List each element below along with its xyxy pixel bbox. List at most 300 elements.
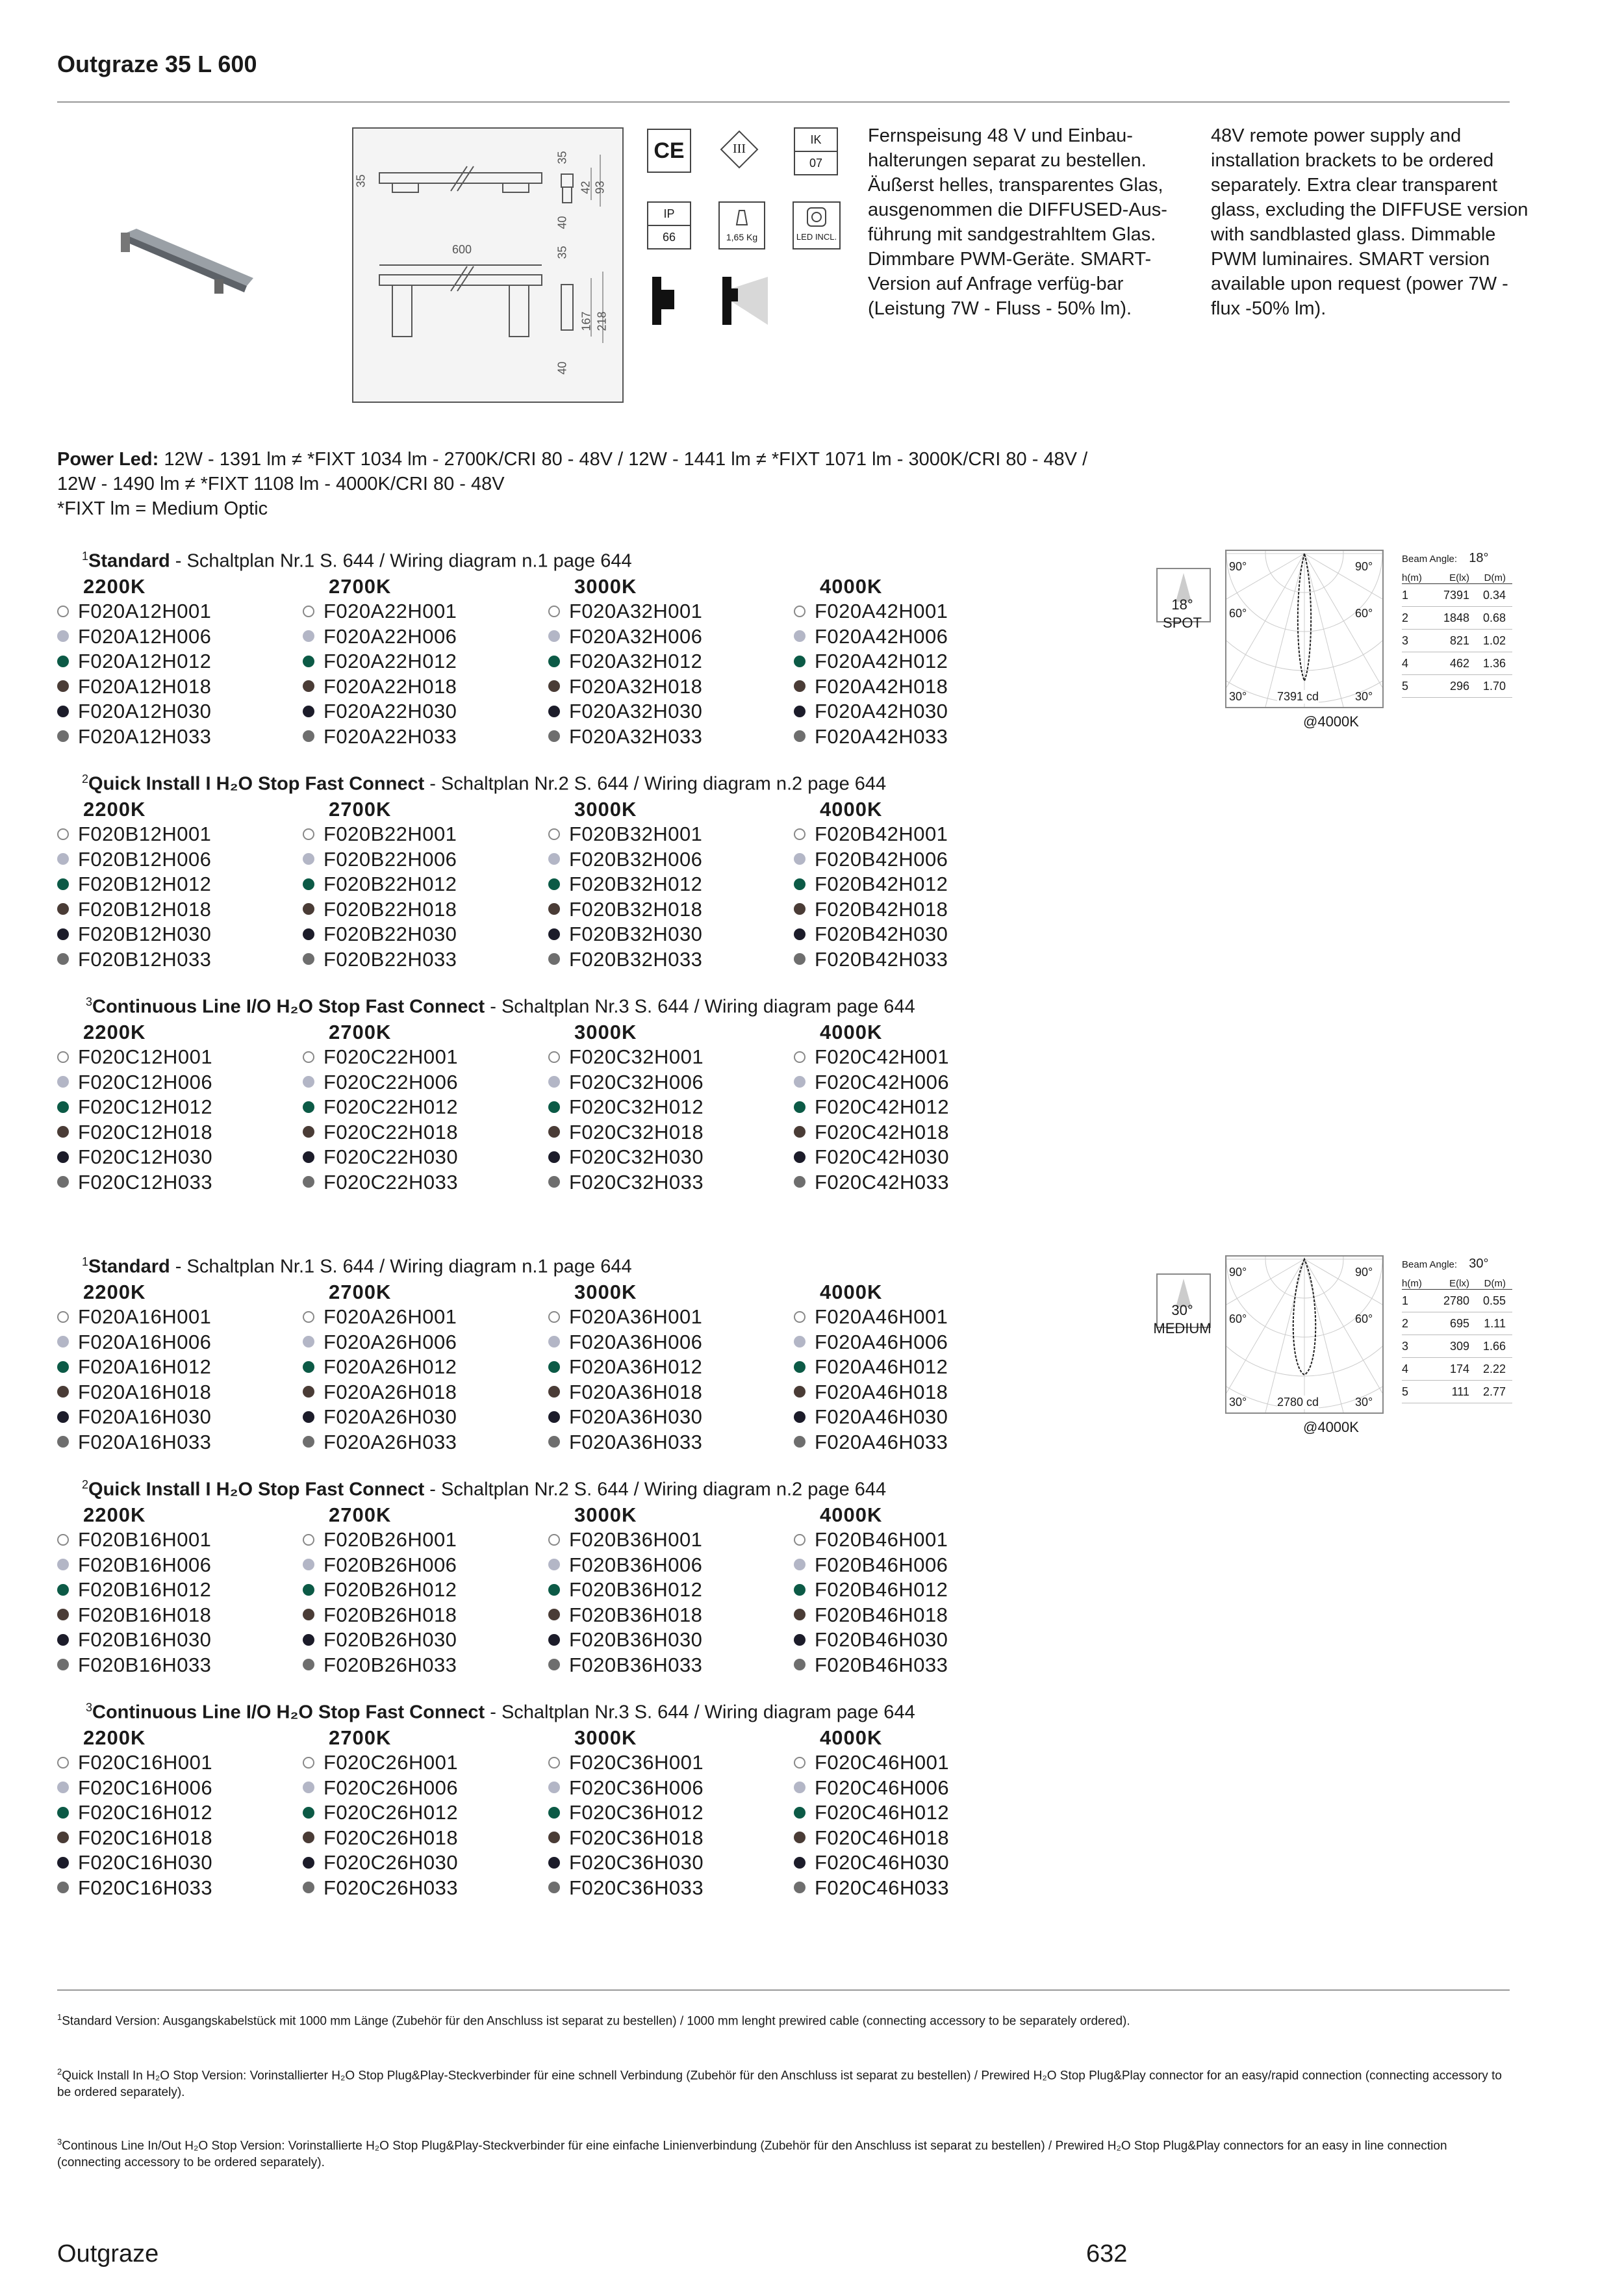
illuminance-cell: 695	[1449, 1317, 1469, 1330]
product-code-text: F020B42H001	[815, 823, 948, 845]
footnote	[57, 2009, 1506, 2030]
product-code	[548, 1145, 794, 1170]
finish-color-swatch	[57, 656, 69, 667]
finish-color-swatch	[57, 1534, 69, 1546]
product-code	[548, 1578, 794, 1603]
product-code	[548, 822, 794, 847]
column-header: h(m)	[1402, 1278, 1422, 1289]
product-code	[303, 1850, 548, 1876]
finish-color-swatch	[57, 1176, 69, 1188]
table-row	[1402, 630, 1512, 652]
product-code-text: F020C16H030	[78, 1851, 213, 1874]
height-cell: 3	[1402, 634, 1409, 647]
finish-color-swatch	[548, 1101, 560, 1113]
finish-color-swatch	[57, 1411, 69, 1423]
finish-color-swatch	[57, 1101, 69, 1113]
product-code-text: F020C16H006	[78, 1776, 213, 1799]
code-table	[57, 1726, 1039, 1900]
dim-label: 35	[555, 246, 569, 259]
product-code	[794, 1750, 1039, 1776]
product-code-text: F020C36H018	[569, 1826, 704, 1849]
product-code	[548, 1305, 794, 1330]
color-temp-header: 3000K	[574, 1281, 637, 1303]
product-code-text: F020A36H006	[569, 1330, 703, 1353]
product-code-text: F020B36H001	[569, 1528, 703, 1551]
product-code	[303, 649, 548, 674]
product-code-text: F020C42H018	[815, 1120, 950, 1143]
product-code	[303, 947, 548, 973]
height-cell: 1	[1402, 589, 1409, 602]
product-code-text: F020B22H006	[324, 847, 457, 871]
product-code	[548, 699, 794, 724]
class3-icon: III	[718, 129, 760, 170]
height-cell: 5	[1402, 680, 1409, 693]
product-code-text: F020C32H006	[569, 1070, 704, 1093]
finish-color-swatch	[303, 953, 314, 965]
finish-color-swatch	[57, 606, 69, 617]
product-code	[57, 1850, 303, 1876]
finish-color-swatch	[303, 1534, 314, 1546]
beam-type-label: MEDIUM	[1153, 1320, 1212, 1336]
height-cell: 5	[1402, 1385, 1409, 1398]
product-code-text: F020A46H033	[815, 1430, 948, 1453]
color-temp-header: 2200K	[83, 575, 146, 598]
column-header: D(m)	[1484, 572, 1506, 583]
product-code	[794, 1045, 1039, 1070]
product-code	[794, 847, 1039, 873]
product-code	[57, 1430, 303, 1455]
product-code	[794, 947, 1039, 973]
product-code-text: F020B42H012	[815, 873, 948, 895]
polar-angle-label: 90°	[1355, 560, 1373, 573]
weight-icon: 1,65 Kg	[718, 201, 765, 249]
product-code	[57, 1603, 303, 1628]
product-code-text: F020B12H030	[78, 923, 212, 945]
ik-label: IK	[794, 127, 838, 152]
footnote	[57, 2063, 1506, 2101]
footnote	[57, 2134, 1506, 2171]
series-heading	[82, 1478, 886, 1501]
finish-color-swatch	[548, 1126, 560, 1138]
product-code	[303, 699, 548, 724]
product-code	[794, 1628, 1039, 1653]
product-code-text: F020B12H018	[78, 897, 212, 921]
product-code-text: F020B32H033	[569, 947, 703, 971]
finish-color-swatch	[57, 853, 69, 865]
product-code	[794, 1776, 1039, 1801]
product-code-text: F020B42H033	[815, 947, 948, 971]
polar-diagram	[1225, 1255, 1384, 1414]
series-heading	[82, 1255, 632, 1278]
color-temp-header: 2700K	[329, 1726, 392, 1749]
product-code	[303, 1145, 548, 1170]
column-header: h(m)	[1402, 572, 1422, 583]
color-temp-header: 4000K	[820, 1726, 883, 1749]
power-led-line: 12W - 1391 lm ≠ *FIXT 1034 lm - 2700K/CRI 80 - 48V / 12W - 1441 lm ≠ *FIXT 1071 lm - 3000K/CRI 80 - 48V /	[159, 449, 1088, 470]
color-temp-header: 3000K	[574, 1503, 637, 1526]
product-code	[548, 1170, 794, 1195]
diameter-cell: 2.77	[1482, 1385, 1506, 1398]
color-temp-header: 4000K	[820, 1281, 883, 1303]
ip-value: 66	[647, 225, 691, 249]
finish-color-swatch	[548, 1151, 560, 1163]
finish-color-swatch	[794, 1559, 806, 1570]
finish-color-swatch	[548, 1782, 560, 1793]
height-cell: 1	[1402, 1294, 1409, 1307]
product-code-text: F020C26H033	[324, 1876, 459, 1899]
product-code-text: F020A42H033	[815, 724, 948, 748]
product-code	[303, 724, 548, 750]
finish-color-swatch	[57, 1882, 69, 1893]
color-temp-header: 2700K	[329, 1281, 392, 1303]
product-code	[548, 1876, 794, 1901]
product-code	[794, 1800, 1039, 1826]
led-included-icon: LED INCL.	[793, 201, 841, 249]
series-name: Continuous Line I/O H₂O Stop Fast Connect	[92, 1702, 485, 1723]
table-row	[1402, 652, 1512, 675]
product-code	[303, 1095, 548, 1120]
page-number: 632	[1086, 2240, 1128, 2268]
finish-color-swatch	[794, 928, 806, 940]
product-code-text: F020C16H033	[78, 1876, 213, 1899]
product-code	[57, 1553, 303, 1578]
finish-color-swatch	[57, 1584, 69, 1596]
product-code	[794, 699, 1039, 724]
product-code	[57, 1045, 303, 1070]
product-code-text: F020C42H033	[815, 1170, 950, 1194]
finish-color-swatch	[303, 1361, 314, 1373]
product-code-text: F020C22H033	[324, 1170, 459, 1194]
product-code	[794, 599, 1039, 624]
product-code	[303, 1826, 548, 1851]
product-code-text: F020C32H030	[569, 1145, 704, 1168]
product-code	[57, 1826, 303, 1851]
product-code-text: F020A36H033	[569, 1430, 703, 1453]
table-header	[1402, 1278, 1512, 1290]
finish-color-swatch	[794, 1126, 806, 1138]
finish-color-swatch	[57, 1361, 69, 1373]
product-code	[303, 1355, 548, 1380]
product-code-text: F020C32H001	[569, 1045, 704, 1068]
product-code-text: F020B22H001	[324, 823, 457, 845]
beam-angle-value: 18°	[1469, 551, 1489, 565]
technical-drawing	[352, 127, 624, 403]
finish-color-swatch	[57, 1807, 69, 1819]
footer-divider	[57, 1989, 1510, 1991]
finish-color-swatch	[303, 1659, 314, 1670]
product-code-text: F020A12H018	[78, 674, 212, 698]
beam-angle-value: 30°	[1469, 1257, 1489, 1271]
finish-color-swatch	[548, 928, 560, 940]
product-code	[548, 1095, 794, 1120]
finish-color-swatch	[548, 1584, 560, 1596]
footnote-number: 3	[57, 2137, 62, 2147]
finish-color-swatch	[303, 1882, 314, 1893]
product-code	[303, 624, 548, 650]
product-code	[57, 1380, 303, 1405]
product-code-text: F020B36H006	[569, 1553, 703, 1576]
finish-color-swatch	[548, 1807, 560, 1819]
product-code-text: F020A12H006	[78, 624, 212, 648]
color-temp-header: 3000K	[574, 575, 637, 598]
product-code-text: F020B26H033	[324, 1653, 457, 1676]
code-table	[57, 574, 1039, 749]
product-code-text: F020B36H018	[569, 1603, 703, 1626]
product-code	[794, 1603, 1039, 1628]
product-code-text: F020A32H018	[569, 674, 703, 698]
product-code-text: F020B16H030	[78, 1628, 212, 1651]
series-wiring: - Schaltplan Nr.3 S. 644 / Wiring diagram page 644	[485, 1702, 915, 1723]
finish-color-swatch	[794, 878, 806, 890]
product-code	[303, 1305, 548, 1330]
product-code-text: F020A42H018	[815, 674, 948, 698]
color-temp-header: 2200K	[83, 1021, 146, 1043]
product-code-text: F020B46H030	[815, 1628, 948, 1651]
footnote-ref: 2	[82, 1478, 89, 1491]
product-code-text: F020A22H018	[324, 674, 457, 698]
product-code	[57, 649, 303, 674]
finish-color-swatch	[303, 828, 314, 840]
product-code-text: F020B16H006	[78, 1553, 212, 1576]
product-code	[548, 649, 794, 674]
product-code	[548, 1628, 794, 1653]
product-code-text: F020A36H018	[569, 1380, 703, 1403]
product-code	[794, 1145, 1039, 1170]
product-code-text: F020A46H018	[815, 1380, 948, 1403]
product-code	[548, 947, 794, 973]
product-code-text: F020C26H030	[324, 1851, 459, 1874]
product-code	[57, 1653, 303, 1678]
product-code-text: F020C12H012	[78, 1095, 213, 1118]
product-code-text: F020A46H012	[815, 1355, 948, 1378]
product-code-text: F020A16H012	[78, 1355, 212, 1378]
finish-color-swatch	[548, 953, 560, 965]
finish-color-swatch	[548, 1076, 560, 1088]
product-code-text: F020C26H012	[324, 1801, 459, 1824]
product-code	[57, 1355, 303, 1380]
product-code-text: F020B26H006	[324, 1553, 457, 1576]
product-code-text: F020C46H012	[815, 1801, 950, 1824]
product-code-text: F020B12H012	[78, 873, 212, 895]
finish-color-swatch	[548, 1311, 560, 1323]
finish-color-swatch	[794, 730, 806, 742]
code-table	[57, 1280, 1039, 1455]
product-code	[303, 1553, 548, 1578]
product-code-text: F020A42H030	[815, 700, 948, 722]
product-code-text: F020B46H012	[815, 1578, 948, 1601]
finish-color-swatch	[303, 1584, 314, 1596]
polar-diagram	[1225, 550, 1384, 708]
color-temp-header: 4000K	[820, 798, 883, 821]
product-code	[57, 1305, 303, 1330]
product-code	[303, 674, 548, 700]
product-code	[794, 1330, 1039, 1355]
footnote-ref: 3	[86, 995, 93, 1008]
product-code	[57, 922, 303, 947]
product-code-text: F020B42H030	[815, 923, 948, 945]
dim-label: 218	[595, 311, 609, 331]
peak-intensity: 2780 cd	[1277, 1396, 1319, 1409]
height-cell: 2	[1402, 1317, 1409, 1330]
finish-color-swatch	[303, 656, 314, 667]
beam-direction-icon	[718, 275, 770, 326]
product-code-text: F020B46H018	[815, 1603, 948, 1626]
series-name: Quick Install I H₂O Stop Fast Connect	[88, 773, 425, 795]
product-code-text: F020A26H033	[324, 1430, 457, 1453]
product-code	[794, 1120, 1039, 1145]
product-code-text: F020A26H030	[324, 1405, 457, 1428]
product-code	[548, 599, 794, 624]
diameter-cell: 1.36	[1482, 657, 1506, 670]
reference-cct: @4000K	[1303, 1419, 1359, 1435]
product-code	[303, 922, 548, 947]
product-code	[548, 1527, 794, 1553]
finish-color-swatch	[548, 1176, 560, 1188]
finish-color-swatch	[303, 606, 314, 617]
product-code-text: F020A32H001	[569, 600, 703, 622]
product-code-text: F020B22H030	[324, 923, 457, 945]
footnote-number: 2	[57, 2067, 62, 2076]
illuminance-table	[1402, 551, 1512, 698]
finish-color-swatch	[57, 878, 69, 890]
finish-color-swatch	[57, 1051, 69, 1063]
table-row	[1402, 675, 1512, 698]
product-code-text: F020B32H006	[569, 847, 703, 871]
color-temp-header: 2200K	[83, 798, 146, 821]
finish-color-swatch	[303, 878, 314, 890]
beam-angle-value: 30°	[1171, 1302, 1193, 1318]
finish-color-swatch	[794, 1609, 806, 1620]
product-code	[57, 897, 303, 923]
product-code-text: F020C22H001	[324, 1045, 459, 1068]
color-temp-header: 3000K	[574, 1021, 637, 1043]
finish-color-swatch	[548, 1051, 560, 1063]
finish-color-swatch	[794, 1101, 806, 1113]
finish-color-swatch	[794, 1361, 806, 1373]
finish-color-swatch	[303, 1832, 314, 1843]
product-code-text: F020B26H001	[324, 1528, 457, 1551]
beam-angle-label: Beam Angle:	[1402, 554, 1458, 565]
finish-color-swatch	[303, 680, 314, 692]
height-cell: 4	[1402, 1362, 1409, 1375]
table-row	[1402, 1290, 1512, 1312]
finish-color-swatch	[794, 680, 806, 692]
beam-angle-label: Beam Angle:	[1402, 1259, 1458, 1270]
finish-color-swatch	[57, 1436, 69, 1448]
dim-label: 42	[579, 181, 592, 194]
finish-color-swatch	[303, 706, 314, 717]
color-temp-header: 2700K	[329, 798, 392, 821]
color-temp-header: 2700K	[329, 1503, 392, 1526]
product-code	[548, 1045, 794, 1070]
product-code-text: F020B46H006	[815, 1553, 948, 1576]
series-name: Quick Install I H₂O Stop Fast Connect	[88, 1479, 425, 1500]
table-row	[1402, 1381, 1512, 1403]
finish-color-swatch	[548, 1882, 560, 1893]
product-code-text: F020A46H006	[815, 1330, 948, 1353]
product-code-text: F020C36H012	[569, 1801, 704, 1824]
product-code	[548, 1653, 794, 1678]
polar-angle-label: 60°	[1355, 607, 1373, 620]
product-code-text: F020A16H030	[78, 1405, 212, 1428]
dim-label: 93	[593, 181, 607, 194]
product-code-text: F020C42H006	[815, 1070, 950, 1093]
polar-angle-label: 60°	[1355, 1312, 1373, 1325]
product-code-text: F020C26H001	[324, 1751, 459, 1774]
header-divider	[57, 101, 1510, 103]
product-code-text: F020A22H033	[324, 724, 457, 748]
product-code	[57, 1070, 303, 1095]
product-code	[303, 1750, 548, 1776]
finish-color-swatch	[57, 828, 69, 840]
product-code-text: F020A22H001	[324, 600, 457, 622]
finish-color-swatch	[57, 1559, 69, 1570]
color-temp-header: 3000K	[574, 1726, 637, 1749]
product-code	[548, 872, 794, 897]
product-code	[303, 1776, 548, 1801]
product-code-text: F020A26H001	[324, 1305, 457, 1328]
finish-color-swatch	[57, 706, 69, 717]
footnote-ref: 1	[82, 550, 89, 563]
finish-color-swatch	[794, 1882, 806, 1893]
finish-color-swatch	[57, 630, 69, 642]
finish-color-swatch	[303, 1757, 314, 1769]
finish-color-swatch	[303, 1857, 314, 1869]
finish-color-swatch	[548, 1386, 560, 1398]
diameter-cell: 1.11	[1484, 1317, 1506, 1330]
beam-angle-value: 18°	[1171, 596, 1193, 613]
polar-angle-label: 90°	[1355, 1266, 1373, 1279]
dim-label: 40	[555, 216, 569, 229]
product-code-text: F020C36H033	[569, 1876, 704, 1899]
product-code-text: F020B36H012	[569, 1578, 703, 1601]
finish-color-swatch	[794, 903, 806, 915]
product-code-text: F020C16H018	[78, 1826, 213, 1849]
finish-color-swatch	[548, 1832, 560, 1843]
product-code-text: F020C16H001	[78, 1751, 213, 1774]
product-code	[303, 1603, 548, 1628]
footnote-number: 1	[57, 2012, 62, 2022]
product-code	[303, 1045, 548, 1070]
product-photo	[117, 221, 273, 305]
diameter-cell: 1.02	[1482, 634, 1506, 647]
finish-color-swatch	[57, 680, 69, 692]
finish-color-swatch	[548, 1757, 560, 1769]
finish-color-swatch	[548, 1336, 560, 1348]
product-code-text: F020C46H030	[815, 1851, 950, 1874]
product-code-text: F020B36H030	[569, 1628, 703, 1651]
illuminance-cell: 296	[1449, 680, 1469, 693]
height-cell: 2	[1402, 611, 1409, 624]
product-code	[794, 897, 1039, 923]
color-temp-header: 3000K	[574, 798, 637, 821]
finish-color-swatch	[794, 1584, 806, 1596]
product-code-text: F020A32H012	[569, 650, 703, 672]
finish-color-swatch	[548, 1857, 560, 1869]
product-code-text: F020A16H006	[78, 1330, 212, 1353]
product-code	[303, 897, 548, 923]
footnote-ref: 1	[82, 1255, 89, 1268]
product-code	[303, 1070, 548, 1095]
finish-color-swatch	[303, 1101, 314, 1113]
ik-value: 07	[794, 151, 838, 175]
table-row	[1402, 1358, 1512, 1381]
dim-label: 167	[579, 311, 593, 331]
product-code-text: F020A26H012	[324, 1355, 457, 1378]
finish-color-swatch	[548, 1559, 560, 1570]
column-header: E(lx)	[1449, 572, 1469, 583]
product-code-text: F020C42H030	[815, 1145, 950, 1168]
